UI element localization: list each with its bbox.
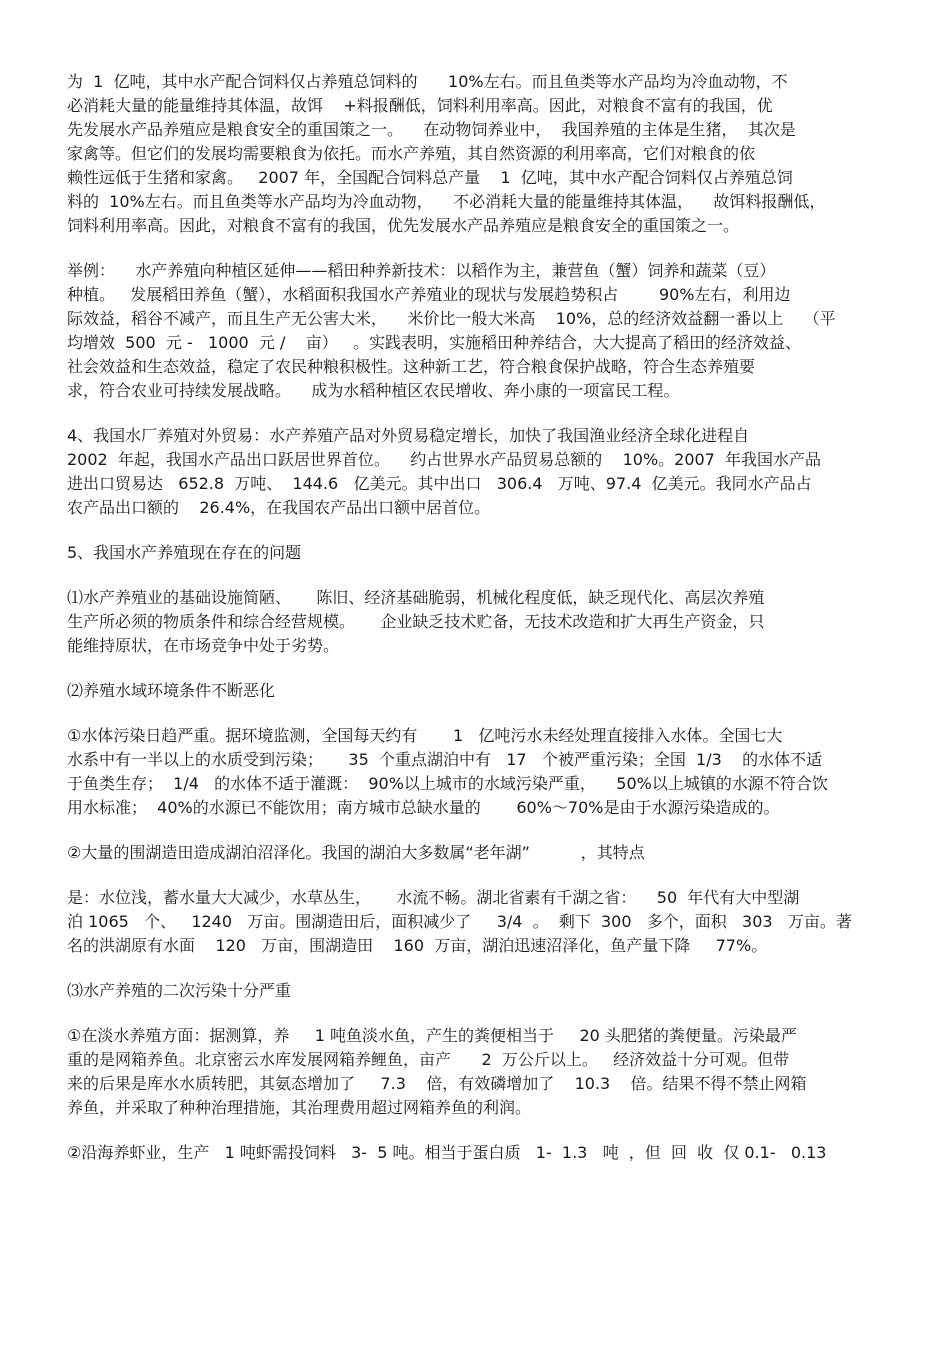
text-line: 用水标准； 40%的水源已不能饮用；南方城市总缺水量的 60%～70%是由于水源污染造成的。	[67, 798, 780, 817]
text-line: 均增效 500 元 - 1000 元 / 亩） 。实践表明，实施稻田种养结合，大大提高了稻田的经济效益、	[67, 333, 801, 352]
text-line: ②沿海养虾业，生产 1 吨虾需投饲料 3- 5 吨。相当于蛋白质 1- 1.3 吨 ，但 回 收 仅 0.1- 0.13	[67, 1143, 827, 1162]
paragraph	[67, 1024, 882, 1120]
text-line: ⑵养殖水域环境条件不断恶化	[67, 681, 276, 700]
text-line: 料的 10%左右。而且鱼类等水产品均为冷血动物， 不必消耗大量的能量维持其体温， 故饵料报酬低，	[67, 192, 826, 211]
text-line: 求，符合农业可持续发展战略。 成为水稻种植区农民增收、奔小康的一项富民工程。	[67, 381, 680, 400]
text-line: 饲料利用率高。因此，对粮食不富有的我国，优先发展水产品养殖应是粮食安全的重国策之一。	[67, 216, 740, 235]
text-line: 名的洪湖原有水面 120 万亩，围湖造田 160 万亩，湖泊迅速沼泽化，鱼产量下降 77%。	[67, 936, 768, 955]
text-line: 重的是网箱养鱼。北京密云水库发展网箱养鲤鱼，亩产 2 万公斤以上。 经济效益十分可观。但带	[67, 1050, 790, 1069]
text-line: 生产所必须的物质条件和综合经营规模。 企业缺乏技术贮备，无技术改造和扩大再生产资金，只	[67, 612, 765, 631]
paragraph	[67, 679, 882, 703]
text-line: 2002 年起，我国水产品出口跃居世界首位。 约占世界水产品贸易总额的 10%。2007 年我国水产品	[67, 450, 822, 469]
text-line: ①水体污染日趋严重。据环境监测，全国每天约有 1 亿吨污水未经处理直接排入水体。全国七大	[67, 726, 783, 745]
paragraph	[67, 724, 882, 820]
text-line: ⑴水产养殖业的基础设施简陋、 陈旧、经济基础脆弱，机械化程度低，缺乏现代化、高层次养殖	[67, 588, 765, 607]
text-line: 农产品出口额的 26.4%，在我国农产品出口额中居首位。	[67, 498, 491, 517]
paragraph	[67, 886, 882, 958]
text-line: 水系中有一半以上的水质受到污染； 35 个重点湖泊中有 17 个被严重污染；全国 1/3 的水体不适	[67, 750, 823, 769]
text-line: 进出口贸易达 652.8 万吨、 144.6 亿美元。其中出口 306.4 万吨、97.4 亿美元。我同水产品占	[67, 474, 812, 493]
paragraph	[67, 841, 882, 865]
text-line: 种植。 发展稻田养鱼（蟹），水稻面积我国水产养殖业的现状与发展趋势积占 90%左右，利用边	[67, 285, 791, 304]
paragraph	[67, 424, 882, 520]
text-line: 于鱼类生存； 1/4 的水体不适于灌溉： 90%以上城市的水域污染严重， 50%以上城镇的水源不符合饮	[67, 774, 828, 793]
text-line: 先发展水产品养殖应是粮食安全的重国策之一。 在动物饲养业中， 我国养殖的主体是生猪， 其次是	[67, 120, 796, 139]
paragraph	[67, 259, 882, 403]
text-line: 4、我国水厂养殖对外贸易：水产养殖产品对外贸易稳定增长，加快了我国渔业经济全球化进程自	[67, 426, 750, 445]
text-line: 5、我国水产养殖现在存在的问题	[67, 543, 302, 562]
text-line: 来的后果是库水水质转肥，其氨态增加了 7.3 倍，有效磷增加了 10.3 倍。结果不得不禁止网箱	[67, 1074, 807, 1093]
paragraph	[67, 1141, 882, 1165]
text-line: 为 1 亿吨，其中水产配合饲料仅占养殖总饲料的 10%左右。而且鱼类等水产品均为冷血动物，不	[67, 72, 788, 91]
paragraph	[67, 979, 882, 1003]
text-line: ②大量的围湖造田造成湖泊沼泽化。我国的湖泊大多数属“老年湖” ，其特点	[67, 843, 645, 862]
text-line: 是：水位浅，蓄水量大大减少，水草丛生， 水流不畅。湖北省素有千湖之省： 50 年代有大中型湖	[67, 888, 800, 907]
text-line: ⑶水产养殖的二次污染十分严重	[67, 981, 292, 1000]
document-page	[67, 70, 882, 1186]
text-line: 赖性远低于生猪和家禽。 2007 年，全国配合饲料总产量 1 亿吨，其中水产配合饲料仅占养殖总饲	[67, 168, 793, 187]
text-line: 际效益，稻谷不减产，而且生产无公害大米， 米价比一般大米高 10%，总的经济效益翻一番以上 （平	[67, 309, 836, 328]
paragraph	[67, 586, 882, 658]
text-line: 必消耗大量的能量维持其体温，故饵 +料报酬低，饲料利用率高。因此，对粮食不富有的我国，优	[67, 96, 773, 115]
text-line: 社会效益和生态效益，稳定了农民种粮积极性。这种新工艺，符合粮食保护战略，符合生态养殖要	[67, 357, 756, 376]
text-line: 举例： 水产养殖向种植区延伸——稻田种养新技术：以稻作为主，兼营鱼（蟹）饲养和蔬菜（豆）	[67, 261, 776, 280]
text-line: 养鱼，并采取了种种治理措施，其治理费用超过网箱养鱼的利润。	[67, 1098, 532, 1117]
text-line: 能维持原状，在市场竞争中处于劣势。	[67, 636, 340, 655]
text-line: ①在淡水养殖方面：据测算，养 1 吨鱼淡水鱼，产生的粪便相当于 20 头肥猪的粪便量。污染最严	[67, 1026, 797, 1045]
text-line: 泊 1065 个、 1240 万亩。围湖造田后，面积减少了 3/4 。 剩下 300 多个，面积 303 万亩。著	[67, 912, 852, 931]
paragraph	[67, 70, 882, 238]
paragraph	[67, 541, 882, 565]
text-line: 家禽等。但它们的发展均需要粮食为依托。而水产养殖，其自然资源的利用率高，它们对粮食的依	[67, 144, 756, 163]
